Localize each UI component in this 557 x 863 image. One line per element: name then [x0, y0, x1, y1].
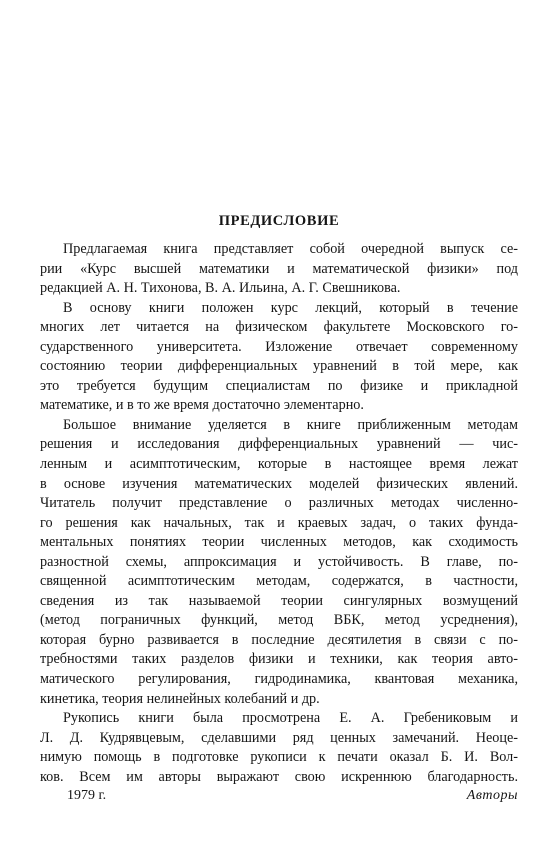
- text-line: многих лет читается на физическом факультете Московского го-: [40, 319, 518, 336]
- text-line: ков. Всем им авторы выражают свою искреннюю благодарность.: [40, 768, 518, 785]
- text-line: В основу книги положен курс лекций, который в течение: [63, 299, 518, 316]
- paragraph-1: [40, 240, 518, 299]
- text-line: Рукопись книги была просмотрена Е. А. Гребениковым и: [63, 710, 518, 727]
- text-line: го решения как начальных, так и краевых задач, о таких фунда-: [40, 514, 518, 531]
- text-line: ментальных понятиях теории численных методов, как сходимость: [40, 534, 518, 551]
- text-line: нимую помощь в подготовке рукописи к печати оказал Б. И. Вол-: [40, 749, 518, 766]
- text-line: редакцией А. Н. Тихонова, В. А. Ильина, А. Г. Свешникова.: [40, 280, 401, 297]
- preface-footer: [40, 788, 518, 808]
- page-title: ПРЕДИСЛОВИЕ: [218, 213, 340, 229]
- text-line: в основе изучения математических моделей физических явлений.: [40, 475, 518, 492]
- text-line: (метод пограничных функций, метод ВБК, метод усреднения),: [40, 612, 518, 629]
- text-line: Большое внимание уделяется в книге приближенным методам: [63, 416, 518, 433]
- text-line: рии «Курс высшей математики и математической физики» под: [40, 260, 518, 277]
- text-line: Л. Д. Кудрявцевым, сделавшими ряд ценных замечаний. Неоце-: [40, 729, 518, 746]
- text-line: которая бурно развивается в последние десятилетия в связи с по-: [40, 631, 518, 648]
- text-line: математике, и в то же время достаточно элементарно.: [40, 397, 364, 414]
- text-line: сведения из так называемой теории сингулярных возмущений: [40, 592, 518, 609]
- text-line: разностной схемы, аппроксимация и устойчивость. В главе, по-: [40, 553, 518, 570]
- preface-body: [40, 240, 518, 787]
- authors-signature: Авторы: [466, 788, 518, 803]
- book-page: [40, 0, 518, 863]
- year-label: 1979 г.: [67, 788, 107, 803]
- text-line: решения и исследования дифференциальных уравнений — чис-: [40, 436, 518, 453]
- text-line: Предлагаемая книга представляет собой очередной выпуск се-: [63, 241, 518, 257]
- text-line: кинетика, теория нелинейных колебаний и др.: [40, 690, 320, 707]
- text-line: Читатель получит представление о различных методах численно-: [40, 495, 518, 512]
- text-line: священной асимптотическим методам, содержатся, в частности,: [40, 573, 518, 590]
- text-line: это требуется будущим специалистам по физике и прикладной: [40, 377, 518, 394]
- text-line: требностями таких разделов физики и техники, как теория авто-: [40, 651, 518, 668]
- text-line: сударственного университета. Изложение отвечает современному: [40, 338, 518, 355]
- text-line: ленным и асимптотическим, которые в настоящее время лежат: [40, 456, 518, 473]
- text-line: матического регулирования, гидродинамика, квантовая механика,: [40, 671, 518, 688]
- paragraph-3: [40, 416, 518, 709]
- paragraph-4: [40, 709, 518, 787]
- paragraph-2: [40, 299, 518, 416]
- text-line: состоянию теории дифференциальных уравнений в той мере, как: [40, 358, 518, 375]
